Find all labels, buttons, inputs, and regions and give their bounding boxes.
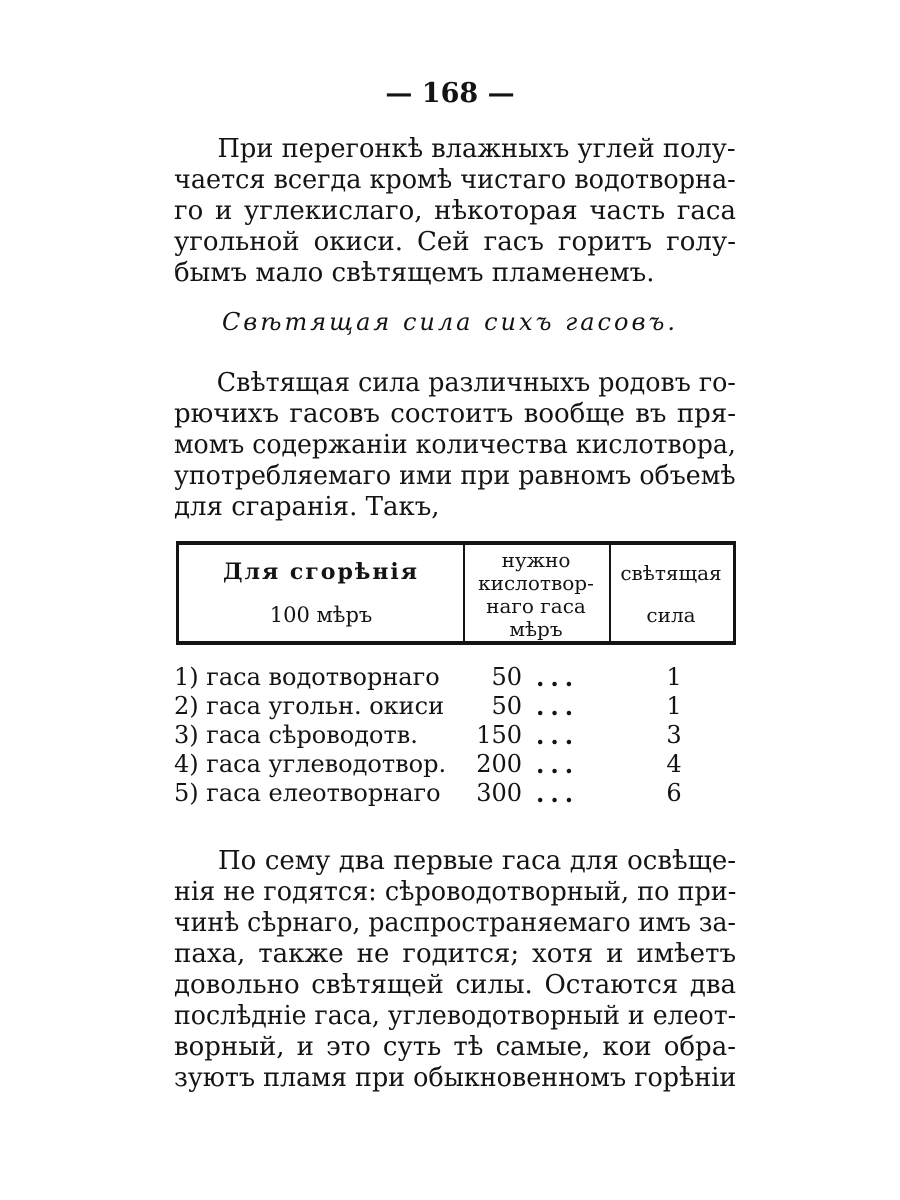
oxygen-measure: 200 <box>476 750 522 778</box>
oxygen-measure: 50 <box>491 663 522 691</box>
header-cell-luminous-power <box>609 545 733 641</box>
table-row <box>174 692 736 721</box>
text-line: момъ содержаніи количества кислотвора, <box>174 430 736 460</box>
header-text: мѣръ <box>509 617 563 641</box>
table-row <box>174 750 736 779</box>
gas-name: 5) гаса елеотворнаго <box>174 779 441 807</box>
header-text: свѣтящая <box>620 561 722 585</box>
header-text: 100 мѣръ <box>269 603 373 627</box>
text-line: ворный, и это суть тѣ самые, кои обра- <box>174 1032 736 1062</box>
gas-name: 3) гаса сѣроводотв. <box>174 721 418 749</box>
header-text: кислотвор- <box>478 571 594 595</box>
table-row <box>174 721 736 750</box>
text-line: бымъ мало свѣтящемъ пламенемъ. <box>174 258 655 288</box>
luminous-power: 4 <box>666 750 682 778</box>
gas-name: 2) гаса угольн. окиси <box>174 692 445 720</box>
text-line: При перегонкѣ влажныхъ углей полу- <box>217 134 736 164</box>
header-text: Для сгорѣнія <box>222 559 420 585</box>
text-line: паха, также не годится; хотя и имѣетъ <box>174 939 736 969</box>
header-text: нужно <box>501 548 571 572</box>
leader-dots: ... <box>536 721 580 750</box>
header-text: наго гаса <box>486 594 586 618</box>
luminous-power: 6 <box>666 779 682 807</box>
oxygen-measure: 300 <box>476 779 522 807</box>
gas-name: 4) гаса углеводотвор. <box>174 750 447 778</box>
luminous-power: 1 <box>666 663 682 691</box>
leader-dots: ... <box>536 779 580 808</box>
table-body <box>174 663 736 808</box>
text-line: го и углекислаго, нѣкоторая часть гаса <box>174 196 736 226</box>
gas-name: 1) гаса водотворнаго <box>174 663 440 691</box>
table-row <box>174 663 736 692</box>
text-line: чается всегда кромѣ чистаго водотворна- <box>174 165 736 195</box>
text-line: послѣдніе гаса, углеводотворный и елеот- <box>174 1001 737 1031</box>
paragraph-2 <box>174 368 736 523</box>
header-cell-oxygen-needed <box>463 545 611 641</box>
paragraph-3 <box>174 846 736 1094</box>
leader-dots: ... <box>536 663 580 692</box>
text-line: для сгаранія. Такъ, <box>174 492 440 522</box>
text-line: нія не годятся: сѣроводотворный, по при- <box>174 877 737 907</box>
text-line: По сему два первые гаса для освѣще- <box>218 846 736 876</box>
text-line: Свѣтящая сила различныхъ родовъ го- <box>216 368 736 398</box>
paragraph-1 <box>174 134 736 289</box>
section-heading: Свѣтящая сила сихъ гасовъ. <box>221 308 679 336</box>
text-line: чинѣ сѣрнаго, распространяемаго имъ за- <box>174 908 736 938</box>
text-line: угольной окиси. Сей гасъ горитъ голу- <box>174 227 736 257</box>
header-text: сила <box>646 603 696 627</box>
header-cell-combustion <box>179 545 465 641</box>
leader-dots: ... <box>536 692 580 721</box>
table-header <box>176 541 736 645</box>
text-line: рючихъ гасовъ состоитъ вообще въ пря- <box>174 399 736 429</box>
text-line: употребляемаго ими при равномъ объемѣ <box>174 461 736 491</box>
text-line: довольно свѣтящей силы. Остаются два <box>174 970 736 1000</box>
oxygen-measure: 50 <box>491 692 522 720</box>
table-row <box>174 779 736 808</box>
text-line: зуютъ пламя при обыкновенномъ горѣніи <box>174 1063 737 1093</box>
page-number: — 168 — <box>385 78 515 109</box>
luminous-power: 3 <box>666 721 682 749</box>
luminous-power: 1 <box>666 692 682 720</box>
oxygen-measure: 150 <box>476 721 522 749</box>
leader-dots: ... <box>536 750 580 779</box>
